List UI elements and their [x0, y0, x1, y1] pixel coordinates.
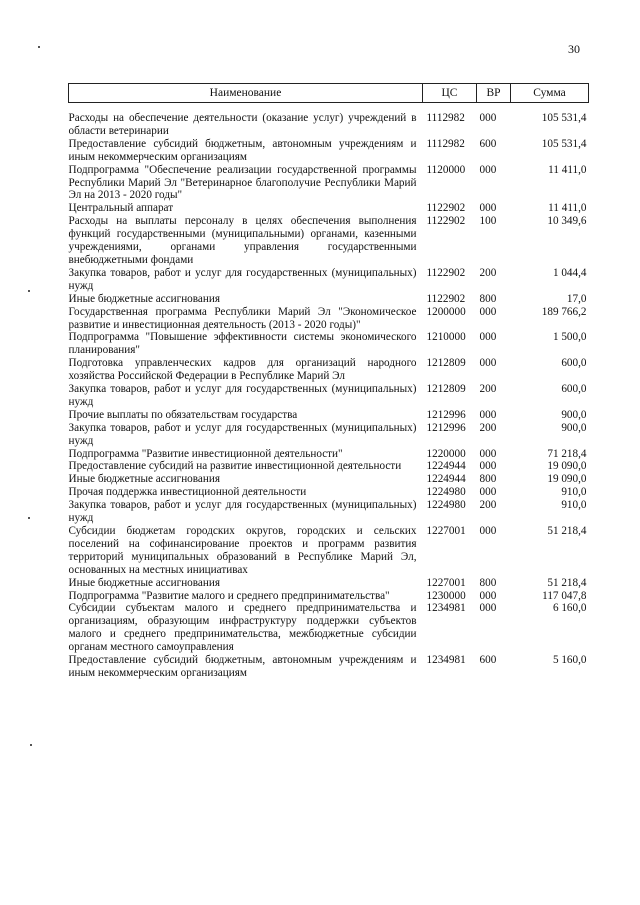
row-name: Государственная программа Республики Марий Эл "Экономическое развитие и инвестиционная деятельность (2013 - 2020 годы)"	[68, 305, 417, 331]
row-sum: 910,0	[561, 486, 587, 499]
header-name: Наименование	[69, 84, 423, 103]
table-row	[69, 357, 589, 383]
row-cs: 1122902	[426, 215, 466, 228]
row-cs: 1227001	[426, 576, 466, 589]
row-name: Субсидии бюджетам городских округов, городских и сельских поселений на софинансирование проектов и программ развития территорий муниципальных образований в Республике Марий Эл, основанных на местных инициативах	[68, 525, 417, 576]
row-name: Субсидии субъектам малого и среднего предпринимательства и организациям, образующим инфраструктуру поддержки субъектов малого и среднего предпринимательства, межбюджетные субсидии органам местного самоуправления	[68, 602, 417, 654]
row-vr: 000	[479, 525, 497, 537]
row-sum: 71 218,4	[547, 447, 587, 460]
row-vr: 600	[479, 137, 497, 150]
row-name: Закупка товаров, работ и услуг для государственных (муниципальных) нужд	[68, 383, 417, 408]
row-cs: 1224944	[426, 473, 466, 486]
table-row	[69, 306, 589, 332]
budget-table	[68, 83, 589, 680]
row-sum: 5 160,0	[552, 654, 587, 667]
row-vr: 000	[479, 163, 497, 176]
row-sum: 6 160,0	[552, 602, 587, 615]
row-vr: 200	[479, 499, 497, 512]
row-name: Иные бюджетные ассигнования	[68, 576, 220, 589]
row-name: Иные бюджетные ассигнования	[68, 292, 220, 305]
row-vr: 000	[479, 589, 497, 602]
table-row	[69, 448, 589, 461]
row-name: Закупка товаров, работ и услуг для государственных (муниципальных) нужд	[68, 421, 417, 447]
row-name: Предоставление субсидий бюджетным, автономным учреждениям и иным некоммерческим организациям	[68, 137, 417, 163]
row-name: Подпрограмма "Развитие инвестиционной деятельности"	[68, 447, 343, 460]
row-sum: 10 349,6	[547, 215, 587, 228]
row-cs: 1212809	[426, 357, 466, 370]
row-vr: 000	[479, 602, 497, 615]
row-name: Расходы на обеспечение деятельности (оказание услуг) учреждений в области ветеринарии	[68, 112, 417, 137]
row-name: Закупка товаров, работ и услуг для государственных (муниципальных) нужд	[68, 266, 417, 292]
row-vr: 000	[479, 331, 497, 344]
table-row	[69, 383, 589, 409]
table-row	[69, 138, 589, 164]
header-cs: ЦС	[423, 84, 477, 103]
scan-mark	[28, 517, 30, 519]
table-row	[69, 602, 589, 654]
row-sum: 900,0	[561, 408, 587, 421]
row-vr: 200	[479, 421, 497, 434]
row-sum: 910,0	[561, 499, 587, 512]
row-name: Прочая поддержка инвестиционной деятельности	[68, 486, 307, 499]
row-name: Подпрограмма "Повышение эффективности системы экономического планирования"	[68, 331, 417, 357]
row-vr: 000	[479, 408, 497, 421]
row-vr: 800	[479, 576, 497, 589]
row-sum: 51 218,4	[547, 525, 587, 537]
table-row	[69, 473, 589, 486]
row-vr: 000	[479, 305, 497, 318]
row-sum: 105 531,4	[541, 112, 587, 124]
table-header-row	[69, 84, 589, 103]
scan-mark	[28, 290, 30, 292]
row-cs: 1122902	[426, 292, 466, 305]
table-row	[69, 164, 589, 203]
row-cs: 1220000	[426, 447, 466, 460]
row-cs: 1112982	[426, 112, 465, 124]
table-row	[69, 409, 589, 422]
row-sum: 11 411,0	[548, 202, 587, 215]
table-row	[69, 293, 589, 306]
row-name: Предоставление субсидий бюджетным, автономным учреждениям и иным некоммерческим организациям	[68, 654, 417, 679]
row-cs: 1227001	[426, 525, 466, 537]
table-row	[69, 654, 589, 680]
row-sum: 105 531,4	[541, 137, 587, 150]
row-cs: 1210000	[426, 331, 466, 344]
row-vr: 000	[479, 357, 497, 370]
table-row	[69, 590, 589, 603]
table-row	[69, 112, 589, 138]
row-vr: 000	[479, 460, 497, 473]
row-vr: 100	[479, 215, 497, 228]
row-cs: 1230000	[426, 589, 466, 602]
row-name: Предоставление субсидий на развитие инвестиционной деятельности	[68, 460, 402, 473]
row-cs: 1122902	[426, 202, 466, 215]
row-vr: 000	[479, 202, 497, 215]
row-cs: 1212996	[426, 408, 466, 421]
row-vr: 800	[479, 292, 497, 305]
row-vr: 000	[479, 447, 497, 460]
row-cs: 1120000	[426, 163, 466, 176]
table-body	[69, 112, 589, 680]
row-sum: 17,0	[566, 292, 587, 305]
row-sum: 900,0	[561, 421, 587, 434]
row-name: Иные бюджетные ассигнования	[68, 473, 220, 486]
header-sum: Сумма	[511, 84, 589, 103]
row-sum: 1 044,4	[552, 266, 587, 279]
table-row	[69, 267, 589, 293]
row-cs: 1234981	[426, 602, 466, 615]
row-cs: 1224944	[426, 460, 466, 473]
row-name: Подпрограмма "Обеспечение реализации государственной программы Республики Марий Эл "Ветеринарное благополучие Республики Марий Эл на 2013 - 2020 годы"	[68, 163, 417, 202]
row-sum: 1 500,0	[552, 331, 587, 344]
page-number: 30	[568, 42, 580, 56]
table-row	[69, 331, 589, 357]
row-vr: 200	[479, 383, 497, 396]
table-row	[69, 460, 589, 473]
row-name: Подготовка управленческих кадров для организаций народного хозяйства Российской Федерации в Республике Марий Эл	[68, 357, 417, 383]
row-name: Центральный аппарат	[68, 202, 174, 215]
row-sum: 19 090,0	[547, 460, 587, 473]
row-sum: 11 411,0	[548, 163, 587, 176]
row-sum: 51 218,4	[547, 576, 587, 589]
row-sum: 189 766,2	[541, 305, 587, 318]
table-row	[69, 577, 589, 590]
row-vr: 200	[479, 266, 497, 279]
row-cs: 1212809	[426, 383, 466, 396]
row-cs: 1224980	[426, 499, 466, 512]
row-name: Подпрограмма "Развитие малого и среднего предпринимательства"	[68, 589, 390, 602]
row-name: Закупка товаров, работ и услуг для государственных (муниципальных) нужд	[68, 499, 417, 525]
row-cs: 1224980	[426, 486, 466, 499]
table-row	[69, 202, 589, 215]
row-cs: 1122902	[426, 266, 466, 279]
header-vr: ВР	[477, 84, 511, 103]
table-row	[69, 486, 589, 499]
row-sum: 117 047,8	[542, 589, 587, 602]
row-sum: 600,0	[561, 383, 587, 396]
row-vr: 600	[479, 654, 497, 667]
table-row	[69, 499, 589, 525]
scan-mark	[30, 744, 32, 746]
row-name: Расходы на выплаты персоналу в целях обеспечения выполнения функций государственными (муниципальными) органами, казенными учреждениями, органами управления государственными внебюджетными фондами	[68, 215, 417, 266]
row-cs: 1112982	[426, 137, 465, 150]
scan-mark	[38, 46, 40, 48]
table-row	[69, 215, 589, 267]
table-row	[69, 525, 589, 577]
row-name: Прочие выплаты по обязательствам государства	[68, 408, 298, 421]
row-cs: 1234981	[426, 654, 466, 667]
row-vr: 000	[479, 112, 497, 124]
table-row	[69, 422, 589, 448]
row-sum: 19 090,0	[547, 473, 587, 486]
row-cs: 1200000	[426, 305, 466, 318]
row-vr: 800	[479, 473, 497, 486]
row-vr: 000	[479, 486, 497, 499]
row-cs: 1212996	[426, 421, 466, 434]
row-sum: 600,0	[561, 357, 587, 370]
